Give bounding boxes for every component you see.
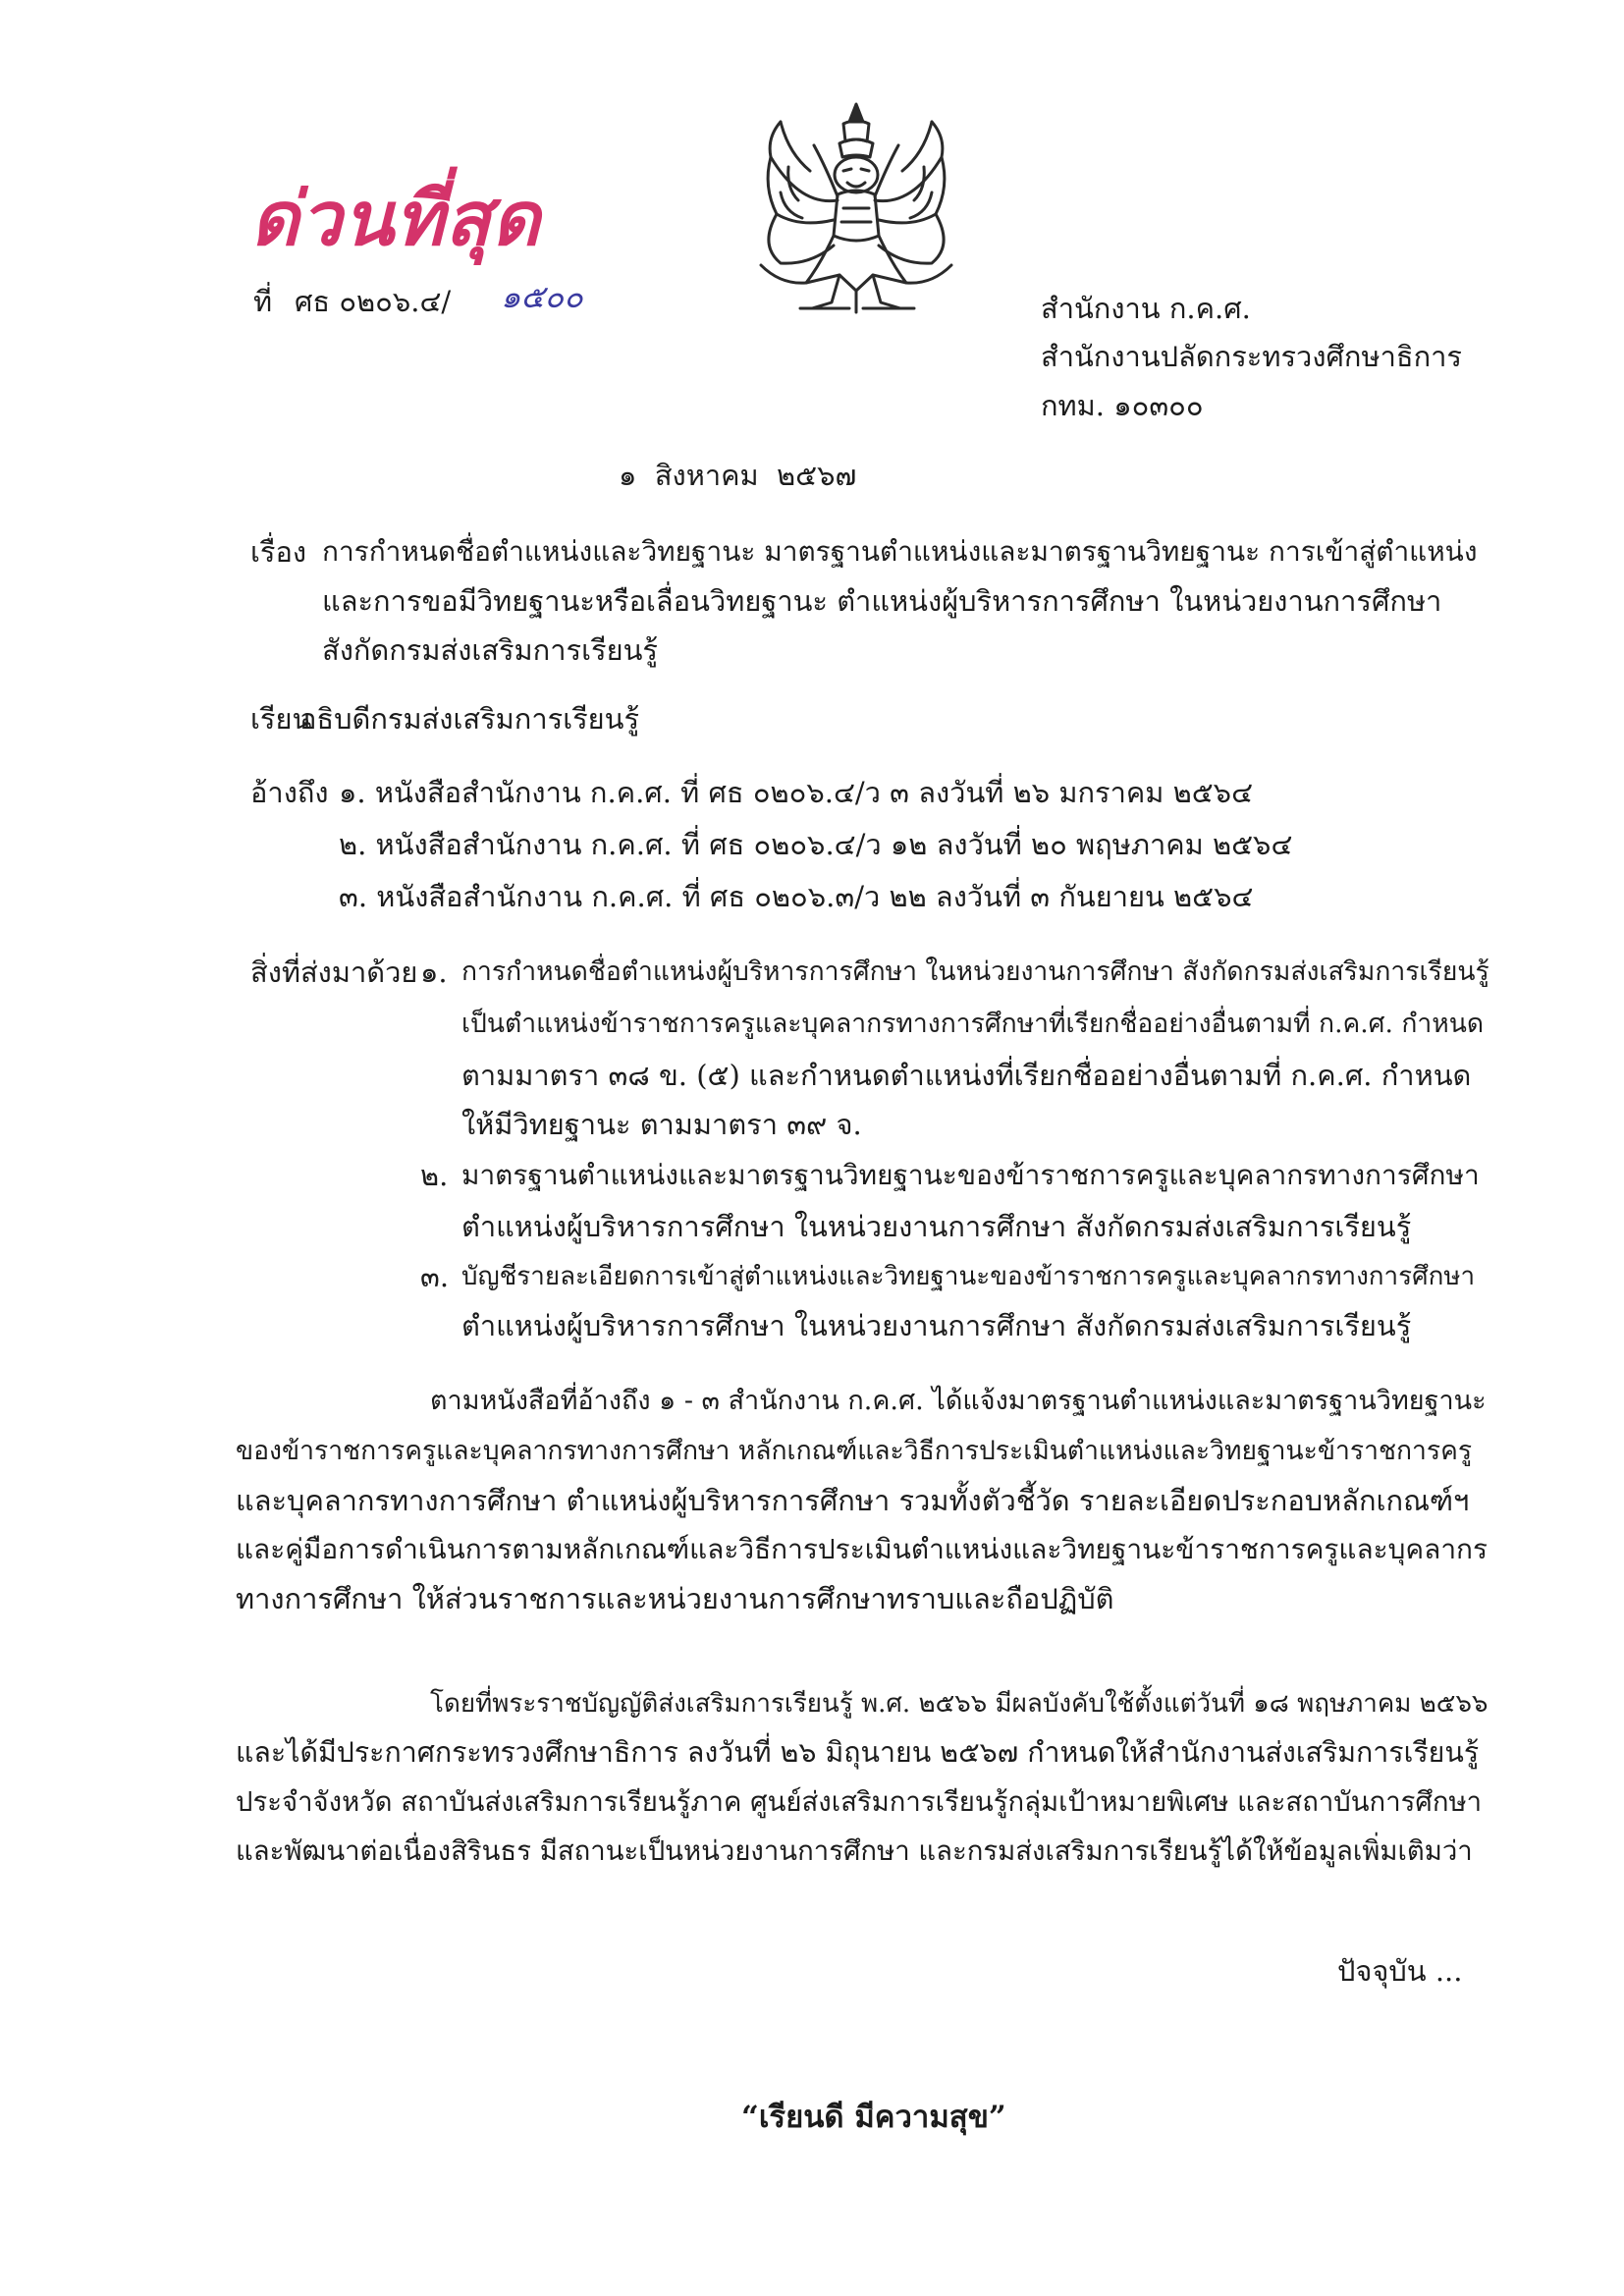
enclosure-line: ตำแหน่งผู้บริหารการศึกษา ในหน่วยงานการศึกษา สังกัดกรมส่งเสริมการเรียนรู้ — [461, 1210, 1412, 1243]
enclosure-line: ตามมาตรา ๓๘ ข. (๕) และกำหนดตำแหน่งที่เรียกชื่ออย่างอื่นตามที่ ก.ค.ศ. กำหนด — [461, 1059, 1472, 1092]
doc-number: ศธ ๐๒๐๖.๔/ — [295, 285, 452, 318]
footer-motto: “เรียนดี มีความสุข” — [741, 2100, 1006, 2135]
enclosure-line: มาตรฐานตำแหน่งและมาตรฐานวิทยฐานะของข้าราชการครูและบุคลากรทางการศึกษา — [461, 1159, 1480, 1191]
recipient-label: เรียน — [250, 702, 312, 736]
document-date: ๑ สิงหาคม ๒๕๖๗ — [619, 459, 857, 492]
enclosure-number: ๑. — [420, 956, 448, 989]
body-paragraph-line: และพัฒนาต่อเนื่องสิรินธร มีสถานะเป็นหน่วยงานการศึกษา และกรมส่งเสริมการเรียนรู้ได้ให้ข้อมูลเพิ่มเติมว่า — [236, 1835, 1473, 1867]
office-parent: สำนักงานปลัดกระทรวงศึกษาธิการ — [1041, 340, 1462, 373]
subject-label: เรื่อง — [250, 535, 307, 569]
subject-line: และการขอมีวิทยฐานะหรือเลื่อนวิทยฐานะ ตำแหน่งผู้บริหารการศึกษา ในหน่วยงานการศึกษา — [322, 584, 1442, 618]
references-label: อ้างถึง — [250, 776, 329, 809]
enclosure-number: ๓. — [420, 1260, 450, 1293]
enclosure-number: ๒. — [420, 1159, 449, 1192]
body-paragraph-line: และคู่มือการดำเนินการตามหลักเกณฑ์และวิธีการประเมินตำแหน่งและวิทยฐานะข้าราชการครูและบุคลากร — [236, 1533, 1489, 1565]
body-paragraph-line: และได้มีประกาศกระทรวงศึกษาธิการ ลงวันที่ ๒๖ มิถุนายน ๒๕๖๗ กำหนดให้สำนักงานส่งเสริมการเรียนรู้ — [236, 1736, 1480, 1769]
doc-number-handwritten: ๑๕๐๐ — [501, 278, 583, 315]
enclosure-line: การกำหนดชื่อตำแหน่งผู้บริหารการศึกษา ในหน่วยงานการศึกษา สังกัดกรมส่งเสริมการเรียนรู้ — [461, 957, 1489, 987]
office-name: สำนักงาน ก.ค.ศ. — [1041, 292, 1251, 325]
body-paragraph-line: ตามหนังสือที่อ้างถึง ๑ - ๓ สำนักงาน ก.ค.ศ. ได้แจ้งมาตรฐานตำแหน่งและมาตรฐานวิทยฐานะ — [430, 1386, 1487, 1416]
body-paragraph-line: โดยที่พระราชบัญญัติส่งเสริมการเรียนรู้ พ.ศ. ๒๕๖๖ มีผลบังคับใช้ตั้งแต่วันที่ ๑๘ พฤษภาคม ๒๕๖๖ — [430, 1689, 1489, 1719]
recipient-value: อธิบดีกรมส่งเสริมการเรียนรู้ — [299, 702, 640, 736]
body-paragraph-line: และบุคลากรทางการศึกษา ตำแหน่งผู้บริหารการศึกษา รวมทั้งตัวชี้วัด รายละเอียดประกอบหลักเกณฑ์ฯ — [236, 1484, 1470, 1517]
doc-number-label: ที่ — [253, 285, 273, 318]
enclosure-line: เป็นตำแหน่งข้าราชการครูและบุคลากรทางการศึกษาที่เรียกชื่ออย่างอื่นตามที่ ก.ค.ศ. กำหนด — [461, 1009, 1485, 1039]
subject-line: การกำหนดชื่อตำแหน่งและวิทยฐานะ มาตรฐานตำแหน่งและมาตรฐานวิทยฐานะ การเข้าสู่ตำแหน่ง — [322, 535, 1478, 568]
enclosure-line: บัญชีรายละเอียดการเข้าสู่ตำแหน่งและวิทยฐานะของข้าราชการครูและบุคลากรทางการศึกษา — [461, 1262, 1476, 1291]
reference-item: ๒. หนังสือสำนักงาน ก.ค.ศ. ที่ ศธ ๐๒๐๖.๔/ว ๑๒ ลงวันที่ ๒๐ พฤษภาคม ๒๕๖๔ — [339, 828, 1293, 861]
body-paragraph-line: ประจำจังหวัด สถาบันส่งเสริมการเรียนรู้ภาค ศูนย์ส่งเสริมการเรียนรู้กลุ่มเป้าหมายพิเศษ และสถาบันการศึกษา — [236, 1786, 1483, 1818]
urgent-stamp: ด่วนที่สุด — [250, 175, 541, 262]
enclosure-line: ให้มีวิทยฐานะ ตามมาตรา ๓๙ จ. — [461, 1108, 862, 1141]
enclosures-label: สิ่งที่ส่งมาด้วย — [250, 956, 418, 989]
garuda-emblem-icon — [741, 98, 972, 319]
body-paragraph-line: ทางการศึกษา ให้ส่วนราชการและหน่วยงานการศึกษาทราบและถือปฏิบัติ — [236, 1582, 1114, 1615]
continued-marker: ปัจจุบัน ... — [1337, 1954, 1463, 1988]
body-paragraph-line: ของข้าราชการครูและบุคลากรทางการศึกษา หลักเกณฑ์และวิธีการประเมินตำแหน่งและวิทยฐานะข้าราชการครู — [236, 1436, 1473, 1466]
subject-line: สังกัดกรมส่งเสริมการเรียนรู้ — [322, 633, 658, 667]
enclosure-line: ตำแหน่งผู้บริหารการศึกษา ในหน่วยงานการศึกษา สังกัดกรมส่งเสริมการเรียนรู้ — [461, 1309, 1412, 1342]
reference-item: ๑. หนังสือสำนักงาน ก.ค.ศ. ที่ ศธ ๐๒๐๖.๔/ว ๓ ลงวันที่ ๒๖ มกราคม ๒๕๖๔ — [339, 776, 1254, 809]
reference-item: ๓. หนังสือสำนักงาน ก.ค.ศ. ที่ ศธ ๐๒๐๖.๓/ว ๒๒ ลงวันที่ ๓ กันยายน ๒๕๖๔ — [339, 880, 1254, 913]
office-postcode: กทม. ๑๐๓๐๐ — [1041, 389, 1204, 422]
